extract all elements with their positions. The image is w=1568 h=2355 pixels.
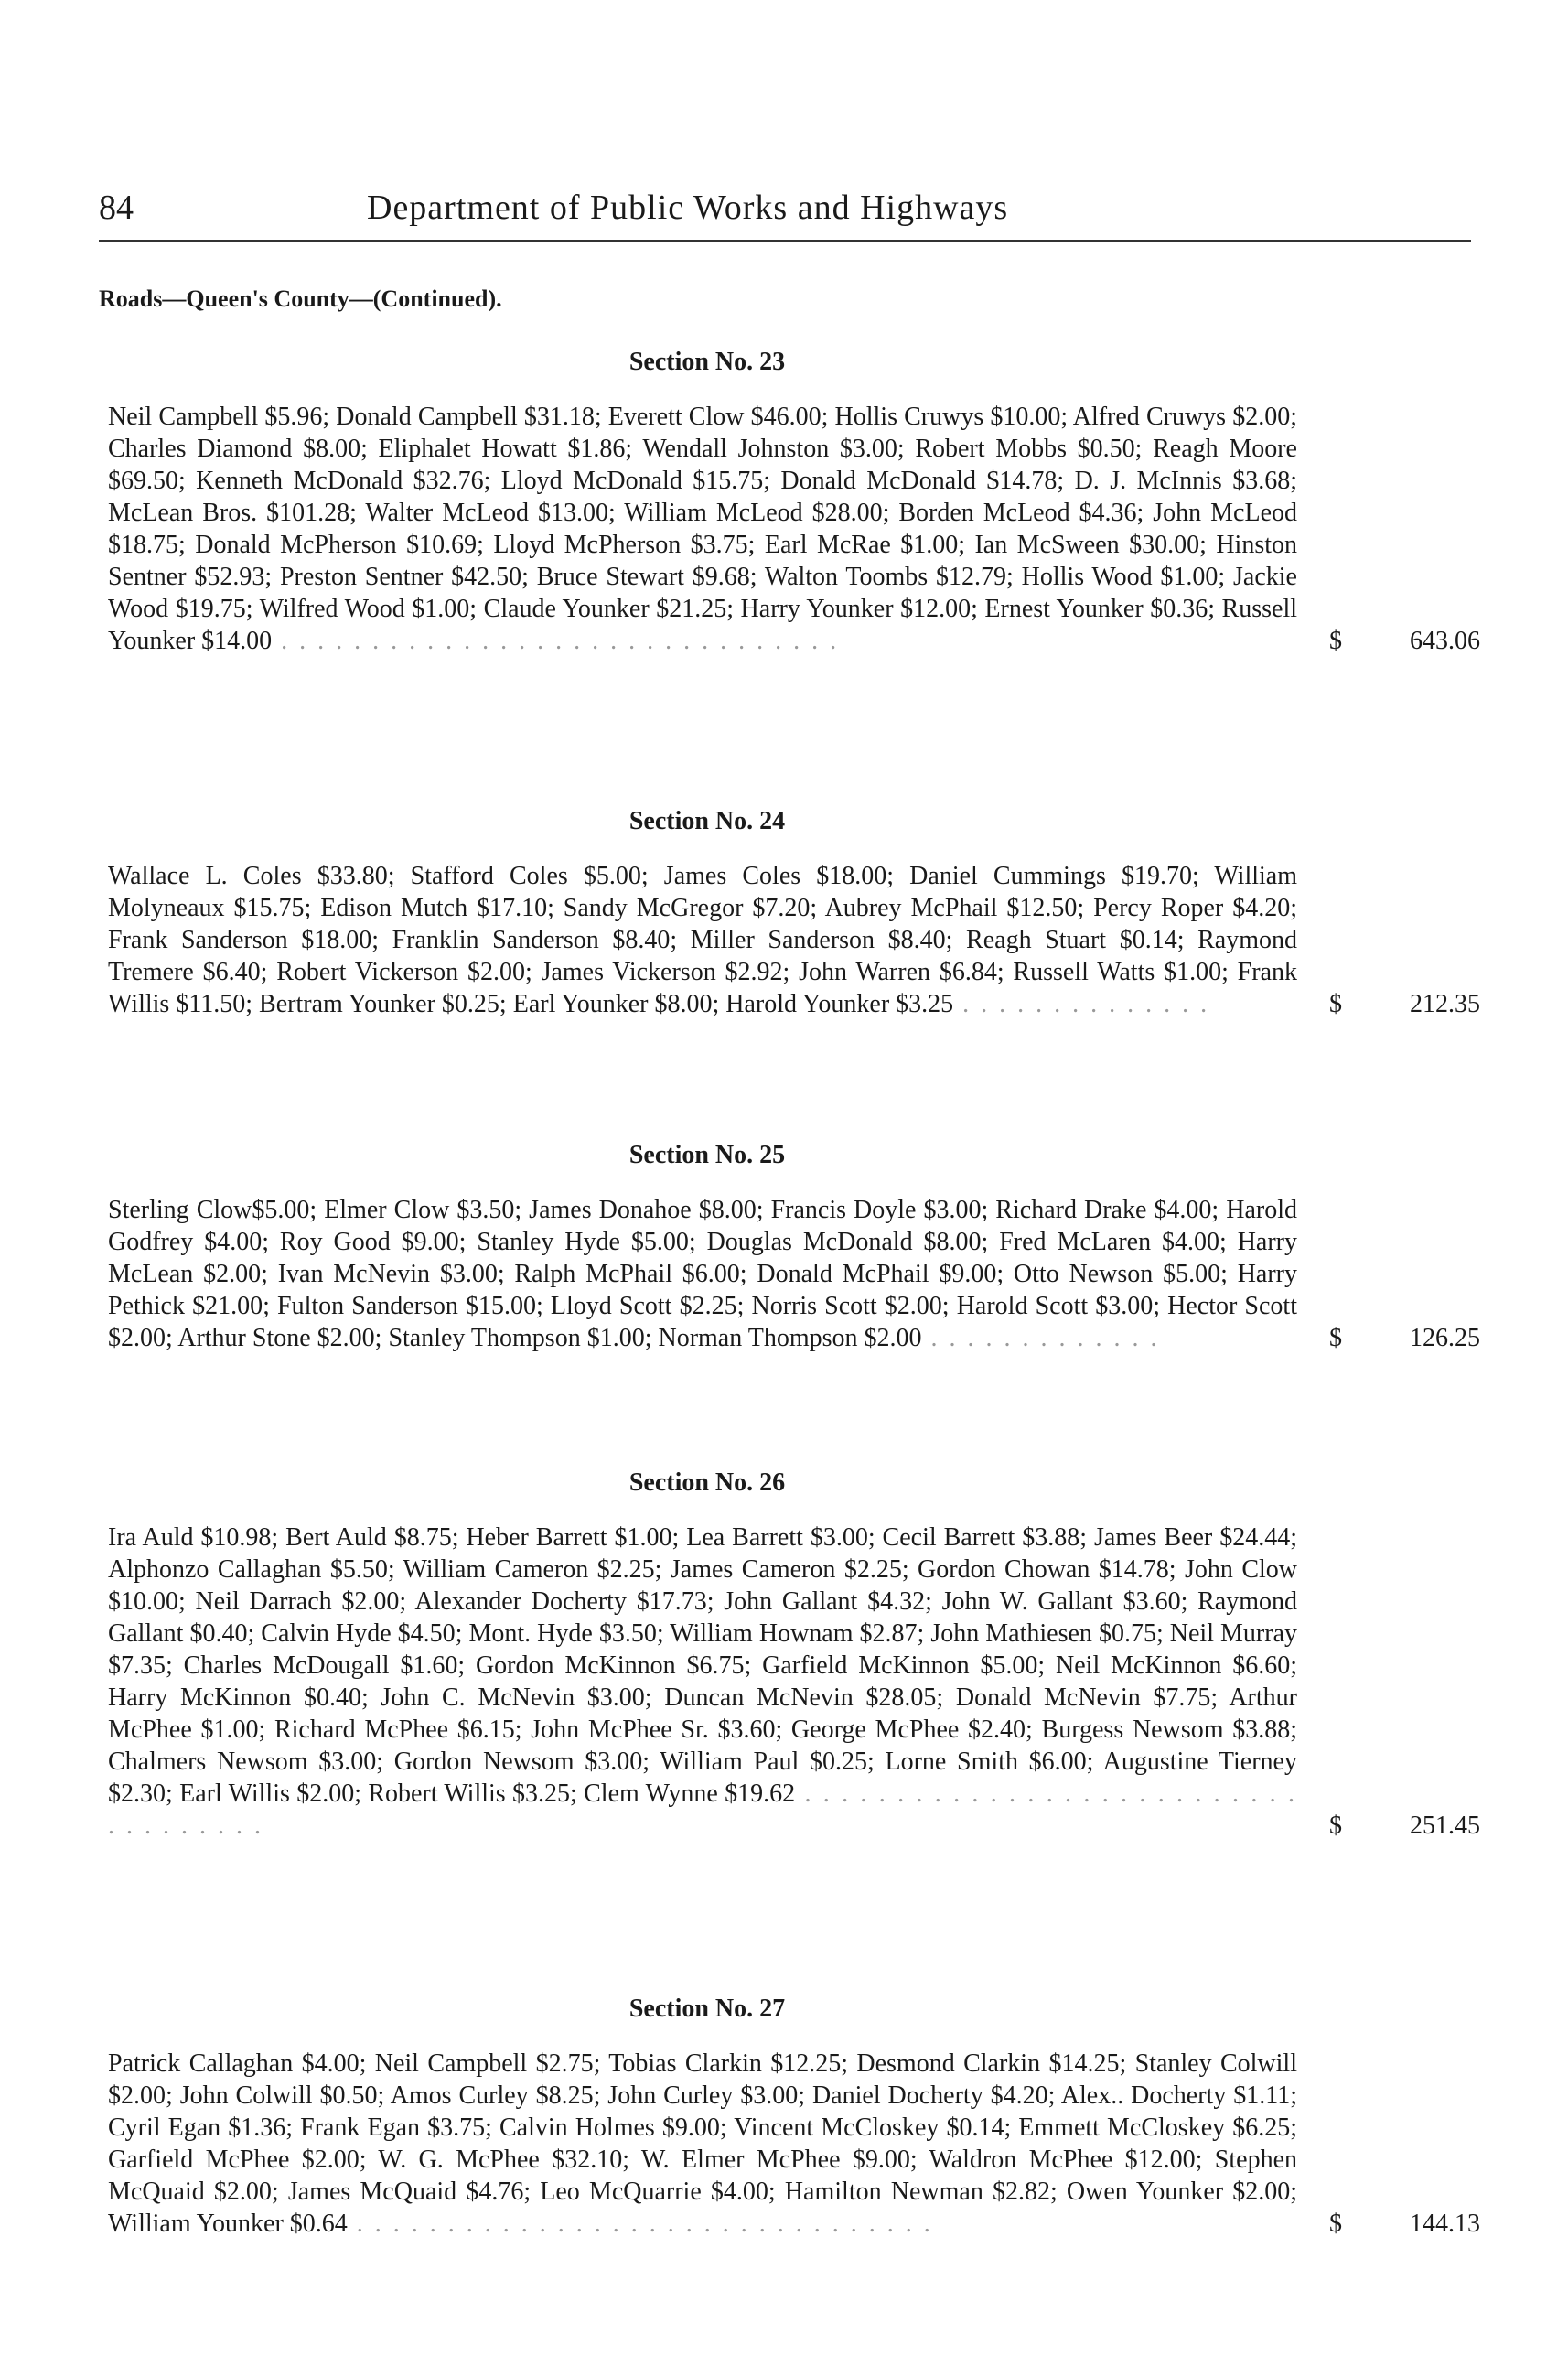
section-title: Section No. 23 — [628, 348, 786, 376]
entries-row — [108, 860, 1480, 1020]
entries-text: Neil Campbell $5.96; Donald Campbell $31.18; Everett Clow $46.00; Hollis Cruwys $10.00; Alfred Cruwys $2.00; Charles Diamond $8.00; Eliphalet Howatt $1.86; Wendall Johnston $3.00; Robert Mobbs $0.50; Reagh Moore $69.50; Kenneth McDonald $32.76; Lloyd McDonald $15.75; Donald McDonald $14.78; D. J. McInnis $3.68; McLean Bros. $101.28; Walter McLeod $13.00; William McLeod $28.00; Borden McLeod $4.36; John McLeod $18.75; Donald McPherson $10.69; Lloyd McPherson $3.75; Earl McRae $1.00; Ian McSween $30.00; Hinston Sentner $52.93; Preston Sentner $42.50; Bruce Stewart $9.68; Walton Toombs $12.79; Hollis Wood $1.00; Jackie Wood $19.75; Wilfred Wood $1.00; Claude Younker $21.25; Harry Younker $12.00; Ernest Younker $0.36; Russell Younker $14.00 — [108, 403, 1297, 655]
dollar-sign: $ — [1329, 2210, 1342, 2238]
page-number: 84 — [99, 188, 134, 227]
dollar-sign: $ — [1329, 1812, 1342, 1840]
section-title: Section No. 25 — [628, 1141, 786, 1169]
dot-leader: . . . . . . . . . . . . . . . . . . . . . . . . . . . . . . . . — [347, 2210, 933, 2238]
entries-text: Patrick Callaghan $4.00; Neil Campbell $2.75; Tobias Clarkin $12.25; Desmond Clarkin $14.25; Stanley Colwill $2.00; John Colwill $0.50; Amos Curley $8.25; John Curley $3.00; Daniel Docherty $4.20; Alex.. Docherty $1.11; Cyril Egan $1.36; Frank Egan $3.75; Calvin Holmes $9.00; Vincent McCloskey $0.14; Emmett McCloskey $6.25; Garfield McPhee $2.00; W. G. McPhee $32.10; W. Elmer McPhee $9.00; Waldron McPhee $12.00; Stephen McQuaid $2.00; James McQuaid $4.76; Leo McQuarrie $4.00; Hamilton Newman $2.82; Owen Younker $2.00; William Younker $0.64 — [108, 2049, 1297, 2238]
section-total: 251.45 — [1410, 1812, 1480, 1840]
page-header — [99, 188, 1471, 242]
section-total: 212.35 — [1410, 990, 1480, 1018]
dollar-sign: $ — [1329, 990, 1342, 1018]
dot-leader: . . . . . . . . . . . . . . . . . . . . . . . . . . . . . . . — [272, 627, 840, 655]
section-27 — [108, 1995, 1480, 2240]
section-title: Section No. 27 — [628, 1995, 786, 2023]
section-entries — [108, 401, 1297, 657]
section-title: Section No. 24 — [628, 807, 786, 835]
entries-row — [108, 2048, 1480, 2240]
header-rule — [99, 240, 1471, 242]
entries-row — [108, 401, 1480, 657]
entries-text: Sterling Clow$5.00; Elmer Clow $3.50; James Donahoe $8.00; Francis Doyle $3.00; Richard Drake $4.00; Harold Godfrey $4.00; Roy Good $9.00; Stanley Hyde $5.00; Douglas McDonald $8.00; Fred McLaren $4.00; Harry McLean $2.00; Ivan McNevin $3.00; Ralph McPhail $6.00; Donald McPhail $9.00; Otto Newson $5.00; Harry Pethick $21.00; Fulton Sanderson $15.00; Lloyd Scott $2.25; Norris Scott $2.00; Harold Scott $3.00; Hector Scott $2.00; Arthur Stone $2.00; Stanley Thompson $1.00; Norman Thompson $2.00 — [108, 1196, 1297, 1352]
section-entries — [108, 2048, 1297, 2240]
section-total: 126.25 — [1410, 1324, 1480, 1352]
dollar-sign: $ — [1329, 1324, 1342, 1352]
section-entries — [108, 1522, 1297, 1842]
dot-leader: . . . . . . . . . . . . . . . . . . . . . . . . . . . . . . . . . . . . — [108, 1780, 1298, 1840]
section-25 — [108, 1141, 1480, 1354]
section-entries — [108, 1194, 1297, 1354]
entries-text: Wallace L. Coles $33.80; Stafford Coles $5.00; James Coles $18.00; Daniel Cummings $19.70; William Molyneaux $15.75; Edison Mutch $17.10; Sandy McGregor $7.20; Aubrey McPhail $12.50; Percy Roper $4.20; Frank Sanderson $18.00; Franklin Sanderson $8.40; Miller Sanderson $8.40; Reagh Stuart $0.14; Raymond Tremere $6.40; Robert Vickerson $2.00; James Vickerson $2.92; John Warren $6.84; Russell Watts $1.00; Frank Willis $11.50; Bertram Younker $0.25; Earl Younker $8.00; Harold Younker $3.25 — [108, 862, 1297, 1018]
entries-row — [108, 1522, 1480, 1842]
dollar-sign: $ — [1329, 627, 1342, 655]
section-23 — [108, 348, 1480, 657]
entries-row — [108, 1194, 1480, 1354]
dot-leader: . . . . . . . . . . . . . . — [953, 990, 1210, 1018]
section-entries — [108, 860, 1297, 1020]
section-24 — [108, 807, 1480, 1020]
entries-text: Ira Auld $10.98; Bert Auld $8.75; Heber Barrett $1.00; Lea Barrett $3.00; Cecil Barrett $3.88; James Beer $24.44; Alphonzo Callaghan $5.50; William Cameron $2.25; James Cameron $2.25; Gordon Chowan $14.78; John Clow $10.00; Neil Darrach $2.00; Alexander Docherty $17.73; John Gallant $4.32; John W. Gallant $3.60; Raymond Gallant $0.40; Calvin Hyde $4.50; Mont. Hyde $3.50; William Hownam $2.87; John Mathiesen $0.75; Neil Murray $7.35; Charles McDougall $1.60; Gordon McKinnon $6.75; Garfield McKinnon $5.00; Neil McKinnon $6.60; Harry McKinnon $0.40; John C. McNevin $3.00; Duncan McNevin $28.05; Donald McNevin $7.75; Arthur McPhee $1.00; Richard McPhee $6.15; John McPhee Sr. $3.60; George McPhee $2.40; Burgess Newsom $3.88; Chalmers Newsom $3.00; Gordon Newsom $3.00; William Paul $0.25; Lorne Smith $6.00; Augustine Tierney $2.30; Earl Willis $2.00; Robert Willis $3.25; Clem Wynne $19.62 — [108, 1523, 1297, 1808]
running-title: Department of Public Works and Highways — [367, 188, 1009, 227]
section-26 — [108, 1468, 1480, 1842]
section-total: 144.13 — [1410, 2210, 1480, 2238]
section-total: 643.06 — [1410, 627, 1480, 655]
continued-heading: Roads—Queen's County—(Continued). — [99, 285, 502, 312]
dot-leader: . . . . . . . . . . . . . — [921, 1324, 1160, 1352]
section-title: Section No. 26 — [628, 1468, 786, 1497]
